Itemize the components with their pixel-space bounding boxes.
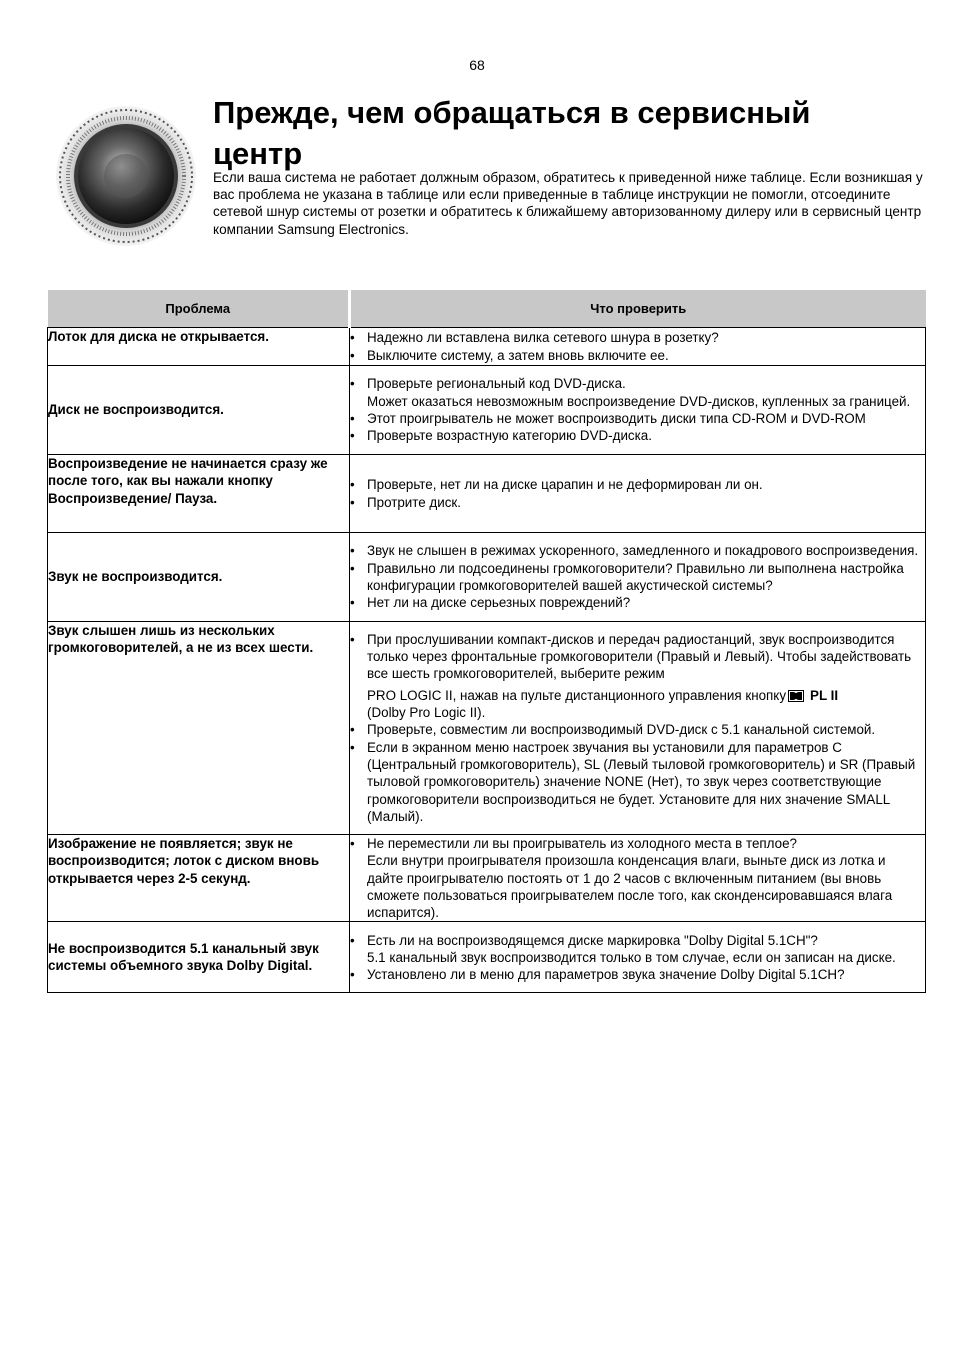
dolby-logo-icon	[788, 690, 804, 702]
list-item: • Не переместили ли вы проигрыватель из холодного места в теплое? Если внутри проигрывателя произошла конденсация влаги, выньте диск из лотка и дайте проигрывателю постоять от 1 до 2 часов с включенным питанием (вы вновь сможете пользоваться проигрывателем после того, как сконденсировавшаяся влага испарится).	[350, 835, 925, 921]
problem-cell: Звук не воспроизводится.	[48, 533, 350, 622]
table-row	[48, 366, 926, 455]
page-title: Прежде, чем обращаться в сервисный центр	[213, 95, 811, 171]
check-cell	[350, 455, 926, 533]
table-row	[48, 533, 926, 622]
list-item: • Надежно ли вставлена вилка сетевого шнура в розетку?	[350, 329, 925, 346]
list-item: • Если в экранном меню настроек звучания вы установили для параметров C (Центральный громкоговоритель), SL (Левый тыловой громкоговоритель) и SR (Правый тыловой громкоговоритель) значение NONE (Нет), то звук через соответствующие громкоговорители воспроизводиться не будет. Установите для них значение SMALL (Малый).	[350, 739, 925, 825]
table-row	[48, 455, 926, 533]
table-row	[48, 922, 926, 993]
check-cell	[350, 366, 926, 455]
table-row	[48, 622, 926, 835]
list-item: • Нет ли на диске серьезных повреждений?	[350, 594, 925, 611]
problem-cell: Лоток для диска не открывается.	[48, 328, 350, 366]
table-header-row	[48, 290, 926, 328]
list-item: • Выключите систему, а затем вновь включите ее.	[350, 347, 925, 364]
intro-text: Если ваша система не работает должным образом, обратитесь к приведенной ниже таблице. Если возникшая у вас проблема не указана в таблице или если приведенные в таблице инструкции не помогли, отсоедините сетевой шнур системы от розетки и обратитесь к ближайшему авторизованному дилеру или в сервисный центр компании Samsung Electronics.	[213, 170, 923, 237]
list-item: • Проверьте возрастную категорию DVD-диска.	[350, 427, 925, 444]
check-cell	[350, 922, 926, 993]
list-item: • При прослушивании компакт-дисков и передач радиостанций, звук воспроизводится только через фронтальные громкоговорители (Правый и Левый). Чтобы задействовать все шесть громкоговорителей, выберите режим PRO LOGIC II, нажав на пульте дистанционного управления кнопку PL II (Dolby Pro Logic II).	[350, 631, 925, 721]
list-item: • Проверьте, нет ли на диске царапин и не деформирован ли он.	[350, 476, 925, 493]
list-item: • Проверьте региональный код DVD-диска. Может оказаться невозможным воспроизведение DVD-дисков, купленных за границей.	[350, 375, 925, 410]
list-item: • Проверьте, совместим ли воспроизводимый DVD-диск с 5.1 канальной системой.	[350, 721, 925, 738]
problem-cell: Воспроизведение не начинается сразу же после того, как вы нажали кнопку Воспроизведение/ Пауза.	[48, 455, 350, 533]
list-item: • Правильно ли подсоединены громкоговорители? Правильно ли выполнена настройка конфигурации громкоговорителей вашей акустической системы?	[350, 560, 925, 595]
check-cell	[350, 328, 926, 366]
table-row	[48, 328, 926, 366]
check-cell	[350, 622, 926, 835]
page-number: 68	[469, 57, 485, 73]
problem-cell: Звук слышен лишь из нескольких громкоговорителей, а не из всех шести.	[48, 622, 350, 835]
list-item: • Звук не слышен в режимах ускоренного, замедленного и покадрового воспроизведения.	[350, 542, 925, 559]
check-cell	[350, 835, 926, 922]
list-item: • Установлено ли в меню для параметров звука значение Dolby Digital 5.1CH?	[350, 966, 925, 983]
header-check: Что проверить	[350, 290, 926, 328]
table-row	[48, 835, 926, 922]
list-item: • Есть ли на воспроизводящемся диске маркировка "Dolby Digital 5.1CH"? 5.1 канальный звук воспроизводится только в том случае, если он записан на диске.	[350, 932, 925, 967]
troubleshooting-table	[47, 290, 926, 993]
list-item: • Этот проигрыватель не может воспроизводить диски типа CD-ROM и DVD-ROM	[350, 410, 925, 427]
list-item: • Протрите диск.	[350, 494, 925, 511]
problem-cell: Изображение не появляется; звук не воспроизводится; лоток с диском вновь открывается через 2-5 секунд.	[48, 835, 350, 922]
pl2-label: PL II	[810, 687, 839, 703]
problem-cell: Диск не воспроизводится.	[48, 366, 350, 455]
header-problem: Проблема	[48, 290, 350, 328]
check-cell	[350, 533, 926, 622]
problem-cell: Не воспроизводится 5.1 канальный звук системы объемного звука Dolby Digital.	[48, 922, 350, 993]
speaker-image	[56, 96, 196, 256]
